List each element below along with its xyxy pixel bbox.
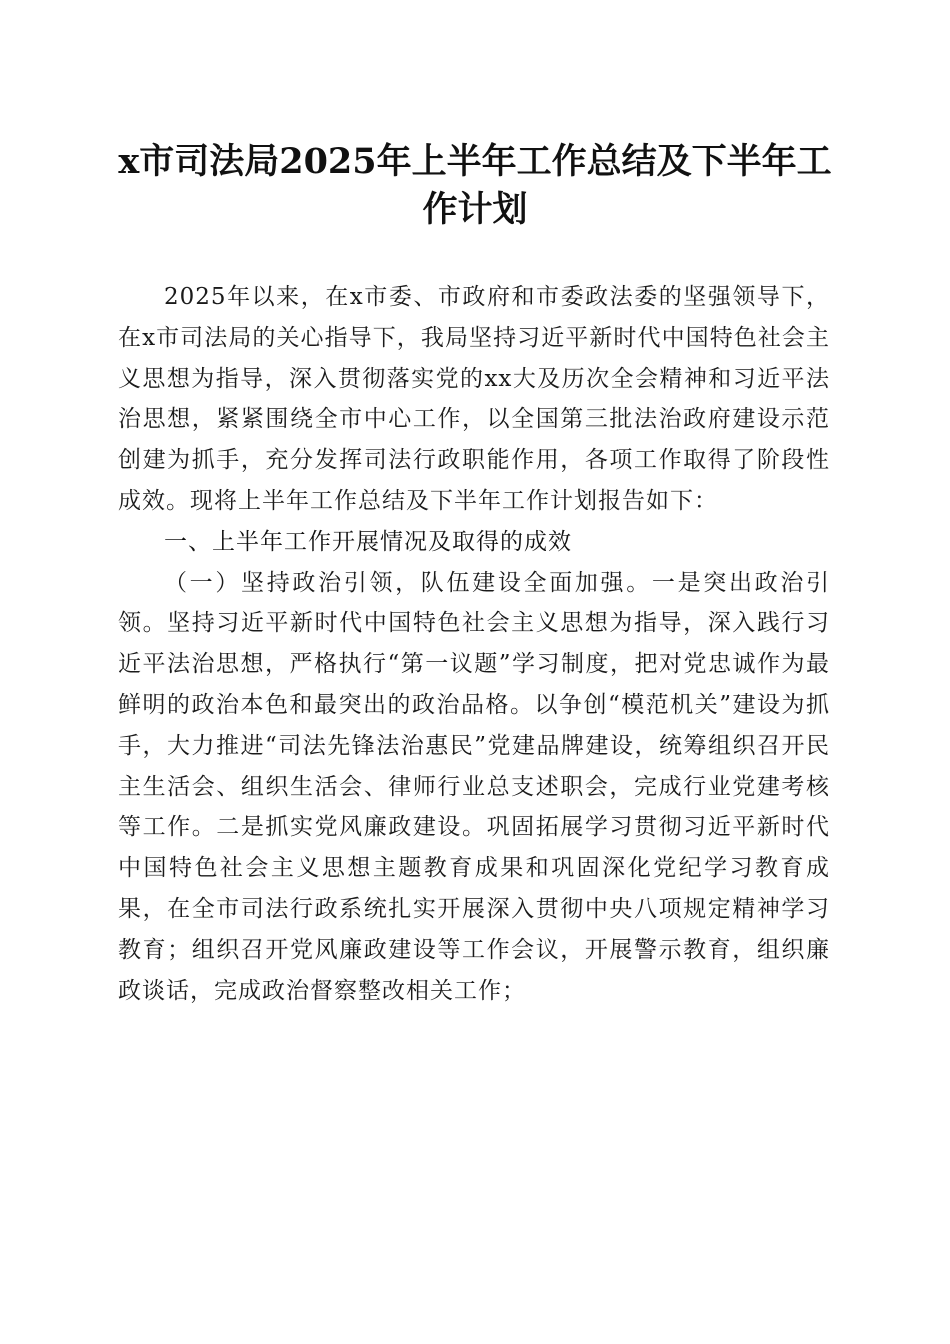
section-paragraph: （一）坚持政治引领，队伍建设全面加强。一是突出政治引领。坚持习近平新时代中国特色社会主义思想为指导，深入践行习近平法治思想，严格执行“第一议题”学习制度，把对党忠诚作为最鲜明的政治本色和最突出的政治品格。以争创“模范机关”建设为抓手，大力推进“司法先锋法治惠民”党建品牌建设，统筹组织召开民主生活会、组织生活会、律师行业总支述职会，完成行业党建考核等工作。二是抓实党风廉政建设。巩固拓展学习贯彻习近平新时代中国特色社会主义思想主题教育成果和巩固深化党纪学习教育成果，在全市司法行政系统扎实开展深入贯彻中央八项规定精神学习教育；组织召开党风廉政建设等工作会议，开展警示教育，组织廉政谈话，完成政治督察整改相关工作； <box>118 569 830 1004</box>
intro-paragraph: 2025年以来，在x市委、市政府和市委政法委的坚强领导下，在x市司法局的关心指导下，我局坚持习近平新时代中国特色社会主义思想为指导，深入贯彻落实党的xx大及历次全会精神和习近平法治思想，紧紧围绕全市中心工作，以全国第三批法治政府建设示范创建为抓手，充分发挥司法行政职能作用，各项工作取得了阶段性成效。现将上半年工作总结及下半年工作计划报告如下： <box>118 284 830 514</box>
section-heading: 一、上半年工作开展情况及取得的成效 <box>164 528 572 555</box>
document-title: x市司法局2025年上半年工作总结及下半年工作计划 <box>118 141 832 230</box>
document-body <box>118 277 830 1011</box>
